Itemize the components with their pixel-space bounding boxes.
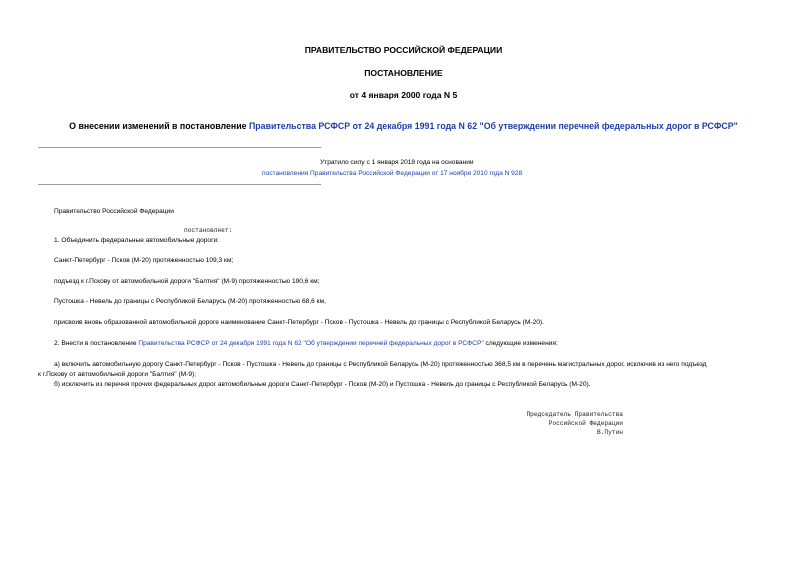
item-a-line1: а) включить автомобильную дорогу Санкт-Петербург - Псков - Пустошка - Невель до границы с Республикой Беларусь (М-20) протяженностью 368,5 км в перечень магистральных дорог, исключив из него подъезд [54, 361, 707, 368]
title-link[interactable]: Правительства РСФСР от 24 декабря 1991 года N 62 "Об утверждении перечней федеральных дорог в РСФСР" [248, 121, 738, 131]
item-a-line2: к г.Пскову от автомобильной дороги "Балтия" (М-9); [38, 371, 197, 378]
title-prefix: О внесении изменений в постановление [69, 121, 249, 131]
naming-text: присвоив вновь образованной автомобильной дороге наименование Санкт-Петербург - Псков - Пустошка - Невель до границы с Республикой Беларусь (М-20). [54, 319, 544, 326]
intro-text: Правительство Российской Федерации [54, 208, 174, 215]
road-3: Пустошка - Невель до границы с Республикой Беларусь (М-20) протяженностью 68,6 км, [54, 298, 326, 305]
header-org: ПРАВИТЕЛЬСТВО РОССИЙСКОЙ ФЕДЕРАЦИИ [304, 45, 503, 55]
signature-title: Председатель Правительства [526, 411, 623, 418]
road-1: Санкт-Петербург - Псков (М-20) протяженностью 109,3 км; [54, 257, 234, 264]
p2-link[interactable]: Правительства РСФСР от 24 декабря 1991 года N 62 "Об утверждении перечней федеральных дорог в РСФСР" [138, 340, 484, 347]
resolves-text: постановляет: [184, 227, 233, 234]
status-bottom-rule [38, 184, 321, 185]
header-date: от 4 января 2000 года N 5 [349, 90, 458, 100]
signature-name: В.Путин [597, 429, 623, 436]
header-doc-type: ПОСТАНОВЛЕНИЕ [364, 68, 443, 78]
status-top-rule [38, 147, 321, 148]
status-link[interactable]: постановления Правительства Российской Федерации от 17 ноября 2010 года N 928 [262, 170, 523, 177]
p2-suffix: следующие изменения: [483, 340, 558, 347]
document-title [0, 121, 807, 131]
status-line: Утратило силу с 1 января 2018 года на основании [320, 159, 474, 166]
road-2: подъезд к г.Пскову от автомобильной дороги "Балтия" (М-9) протяженностью 190,6 км; [54, 278, 320, 285]
signature-org: Российской Федерации [548, 420, 623, 427]
item-b: б) исключить из перечня прочих федеральных дорог автомобильные дороги Санкт-Петербург - Псков (М-20) и Пустошка - Невель до границы с Республикой Беларусь (М-20). [54, 381, 591, 388]
paragraph-1: 1. Объединить федеральные автомобильные дороги: [54, 237, 219, 244]
p2-prefix: 2. Внести в постановление [54, 340, 139, 347]
paragraph-2 [54, 340, 558, 347]
